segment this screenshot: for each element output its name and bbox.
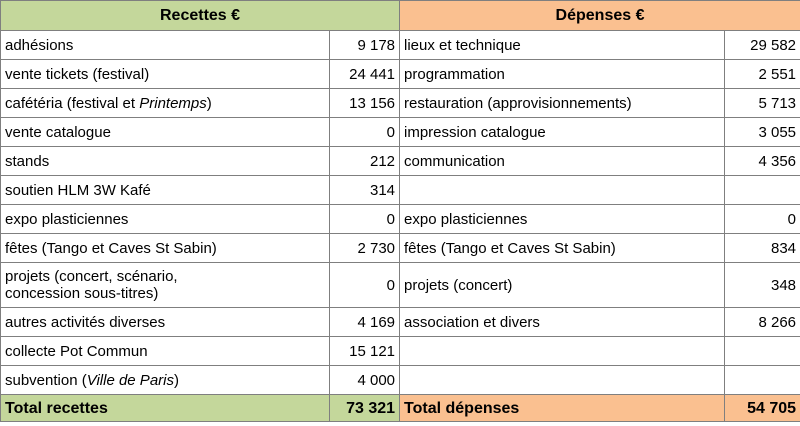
depense-label: impression catalogue bbox=[400, 118, 725, 147]
recette-label-pre: cafétéria (festival et bbox=[5, 94, 140, 112]
depense-label: programmation bbox=[400, 60, 725, 89]
recette-value: 2 730 bbox=[330, 234, 400, 263]
depense-label bbox=[400, 176, 725, 205]
recette-value: 0 bbox=[330, 263, 400, 308]
depense-label: lieux et technique bbox=[400, 31, 725, 60]
table-row bbox=[1, 118, 800, 147]
table-row bbox=[1, 60, 800, 89]
recette-label: adhésions bbox=[1, 31, 330, 60]
depense-value: 29 582 bbox=[725, 31, 800, 60]
recette-value: 4 169 bbox=[330, 308, 400, 337]
depense-label: projets (concert) bbox=[400, 263, 725, 308]
recette-label: fêtes (Tango et Caves St Sabin) bbox=[1, 234, 330, 263]
recette-label-line2: concession sous-titres) bbox=[5, 285, 159, 302]
recette-label: vente tickets (festival) bbox=[1, 60, 330, 89]
table-row bbox=[1, 308, 800, 337]
recette-label: stands bbox=[1, 147, 330, 176]
recette-value: 4 000 bbox=[330, 366, 400, 395]
recette-label bbox=[1, 263, 330, 308]
table-row bbox=[1, 366, 800, 395]
depense-label bbox=[400, 366, 725, 395]
table-row bbox=[1, 337, 800, 366]
recette-label: vente catalogue bbox=[1, 118, 330, 147]
recette-value: 13 156 bbox=[330, 89, 400, 118]
recette-value: 314 bbox=[330, 176, 400, 205]
recette-value: 15 121 bbox=[330, 337, 400, 366]
recette-label: expo plasticiennes bbox=[1, 205, 330, 234]
recette-value: 212 bbox=[330, 147, 400, 176]
recette-label-post: ) bbox=[206, 94, 212, 112]
depense-value: 348 bbox=[725, 263, 800, 308]
recette-label: soutien HLM 3W Kafé bbox=[1, 176, 330, 205]
recette-label: collecte Pot Commun bbox=[1, 337, 330, 366]
total-row bbox=[1, 395, 800, 422]
recette-value: 0 bbox=[330, 205, 400, 234]
total-depenses-label: Total dépenses bbox=[400, 395, 725, 422]
depense-value bbox=[725, 337, 800, 366]
recette-label-post: ) bbox=[174, 371, 179, 389]
depense-label bbox=[400, 337, 725, 366]
total-depenses-value: 54 705 bbox=[725, 395, 800, 422]
depenses-header: Dépenses € bbox=[400, 1, 800, 31]
recette-label-pre: subvention ( bbox=[5, 371, 87, 389]
depense-value bbox=[725, 176, 800, 205]
table-row bbox=[1, 31, 800, 60]
recette-label bbox=[1, 89, 330, 118]
depense-label: restauration (approvisionnements) bbox=[400, 89, 725, 118]
table-row bbox=[1, 147, 800, 176]
depense-label: fêtes (Tango et Caves St Sabin) bbox=[400, 234, 725, 263]
table-row bbox=[1, 234, 800, 263]
recette-label-italic: Printemps bbox=[139, 94, 207, 112]
total-recettes-value: 73 321 bbox=[330, 395, 400, 422]
depense-value: 0 bbox=[725, 205, 800, 234]
depense-value: 8 266 bbox=[725, 308, 800, 337]
recettes-header: Recettes € bbox=[1, 1, 400, 31]
depense-value: 2 551 bbox=[725, 60, 800, 89]
recette-label: autres activités diverses bbox=[1, 308, 330, 337]
table-row bbox=[1, 205, 800, 234]
table-row bbox=[1, 89, 800, 118]
header-row bbox=[1, 1, 800, 31]
depense-value: 4 356 bbox=[725, 147, 800, 176]
depense-value: 834 bbox=[725, 234, 800, 263]
table-row bbox=[1, 176, 800, 205]
depense-label: expo plasticiennes bbox=[400, 205, 725, 234]
depense-value bbox=[725, 366, 800, 395]
depense-value: 5 713 bbox=[725, 89, 800, 118]
depense-value: 3 055 bbox=[725, 118, 800, 147]
total-recettes-label: Total recettes bbox=[1, 395, 330, 422]
recette-value: 0 bbox=[330, 118, 400, 147]
recette-label-line1: projets (concert, scénario, bbox=[5, 268, 178, 285]
depense-label: communication bbox=[400, 147, 725, 176]
table-row bbox=[1, 263, 800, 308]
depense-label: association et divers bbox=[400, 308, 725, 337]
recette-value: 9 178 bbox=[330, 31, 400, 60]
recette-label-italic: Ville de Paris bbox=[86, 371, 174, 389]
recette-value: 24 441 bbox=[330, 60, 400, 89]
recette-label bbox=[1, 366, 330, 395]
